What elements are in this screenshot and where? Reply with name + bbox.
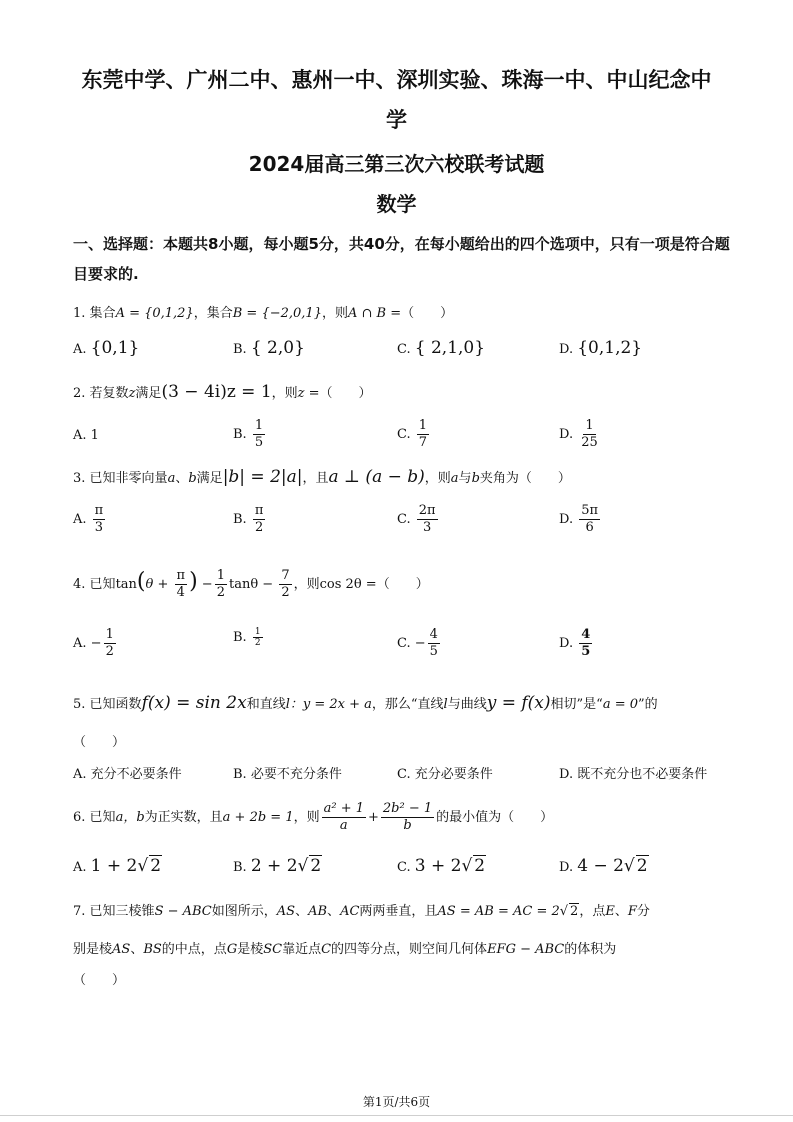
q3-option-a: [73, 503, 107, 536]
question-number: 2.: [73, 386, 86, 401]
q1-expression: A ∩ B =: [348, 306, 402, 321]
q4-minus: −: [258, 577, 278, 592]
option-label: B.: [233, 860, 247, 875]
option-value: 充分必要条件: [414, 767, 493, 782]
q3-text: 与: [458, 471, 472, 486]
fraction-denominator: 4: [176, 585, 185, 600]
q7-text: 已知三棱锥: [89, 904, 155, 919]
q3-option-b: [233, 503, 267, 536]
q3-text: 夹角为（ ）: [479, 471, 571, 486]
q1-option-a: [73, 338, 139, 358]
q7-point: E: [605, 904, 615, 919]
q7-text: 的中点，点: [161, 942, 227, 957]
q2-option-d: [559, 418, 602, 451]
q5-option-b: [233, 763, 342, 782]
sqrt-radicand: 2: [310, 856, 322, 876]
q7-text: ，点: [579, 904, 606, 919]
q6-vars: a，b: [115, 810, 145, 825]
fraction-numerator: 1: [418, 418, 428, 433]
fraction-denominator: 6: [585, 520, 594, 535]
q7-answer-blank: （ ）: [73, 973, 126, 988]
fraction-denominator: 2: [105, 644, 114, 659]
q6-condition: a + 2b = 1: [222, 810, 294, 825]
q7-edge: AB: [308, 904, 328, 919]
fraction-numerator: 5π: [581, 503, 599, 518]
fraction-denominator: b: [403, 818, 412, 833]
q3-text: 满足: [196, 471, 223, 486]
sqrt-radicand: 2: [150, 856, 162, 876]
q7-edge: AS: [112, 942, 131, 957]
q3-vector-a: a: [450, 471, 459, 486]
q2-option-c: [397, 418, 431, 451]
option-value: {0,1}: [90, 338, 140, 358]
fraction-denominator: 2: [254, 638, 261, 648]
q6-option-c: [397, 855, 486, 876]
q3-vector-b: b: [471, 471, 480, 486]
option-value: 充分不必要条件: [90, 767, 182, 782]
option-value: 4 − 2: [577, 856, 624, 876]
q3-vector-b: b: [188, 471, 197, 486]
option-label: A.: [73, 767, 87, 782]
question-7: [73, 900, 650, 919]
q4-expression: cos 2θ =: [319, 577, 377, 592]
option-label: D.: [559, 860, 574, 875]
q7-text: 的体积为: [564, 942, 617, 957]
question-6: [73, 801, 553, 834]
fraction-numerator: π: [254, 503, 264, 518]
fraction-denominator: 3: [94, 520, 104, 535]
q2-equation: (3 − 4i)z = 1: [161, 382, 272, 402]
option-label: D.: [559, 512, 574, 527]
fraction-numerator: 1: [254, 627, 261, 637]
q7-text: 、: [130, 942, 144, 957]
q7-text: 两两垂直，且: [359, 904, 438, 919]
q3-condition: a ⊥ (a − b): [328, 467, 425, 487]
header-schools-line2: 学: [386, 108, 407, 132]
q5-text: ”的: [638, 697, 658, 712]
q5-option-d: [559, 763, 707, 782]
fraction-denominator: 2: [281, 585, 290, 600]
q3-option-c: [397, 503, 440, 536]
q7-text: 、: [295, 904, 309, 919]
q4-theta: θ: [145, 577, 154, 592]
q7-solid: EFG − ABC: [487, 942, 565, 957]
q2-text: ，则: [271, 386, 298, 401]
q6-text: 已知: [89, 810, 116, 825]
q7-text: 、: [614, 904, 628, 919]
option-label: B.: [233, 342, 247, 357]
q4-option-a: [73, 627, 118, 660]
fraction-denominator: 3: [423, 520, 432, 535]
question-7-line2: [73, 938, 616, 957]
q4-option-d: [559, 627, 594, 660]
option-label: D.: [559, 342, 574, 357]
fraction-numerator: π: [94, 503, 104, 518]
option-value: 2 + 2: [250, 856, 298, 876]
option-label: C.: [397, 767, 411, 782]
option-label: B.: [233, 427, 247, 442]
q1-text: ，则: [321, 306, 348, 321]
option-label: C.: [397, 427, 411, 442]
sqrt-sign: √: [137, 856, 149, 876]
sqrt-sign: √: [623, 856, 635, 876]
sqrt-sign: √: [297, 856, 309, 876]
option-label: B.: [233, 767, 247, 782]
fraction-numerator: 1: [585, 418, 594, 433]
header-schools-line1: 东莞中学、广州二中、惠州一中、深圳实验、珠海一中、中山纪念中: [81, 68, 712, 92]
negative-sign: −: [414, 636, 426, 651]
q4-tan: tan: [115, 577, 137, 592]
q7-text: 靠近点: [282, 942, 322, 957]
option-value: 1: [90, 428, 99, 443]
q5-text: 和直线: [246, 697, 286, 712]
q3-text: 、: [175, 471, 189, 486]
fraction-denominator: 5: [429, 644, 438, 659]
q4-text: ，则: [293, 577, 320, 592]
option-label: A.: [73, 860, 87, 875]
q1-text: 集合: [89, 306, 116, 321]
q6-text: ，则: [293, 810, 320, 825]
section-intro: 一、选择题：本题共8小题，每小题5分，共40分，在每小题给出的四个选项中，只有一项是符合题目要求的.: [73, 235, 730, 283]
sqrt-radicand: 2: [636, 856, 648, 876]
q1-set-b: B = {−2,0,1}: [232, 306, 322, 321]
option-label: B.: [233, 630, 247, 645]
q2-option-b: [233, 418, 267, 451]
q5-option-c: [397, 763, 493, 782]
q7-text: 是棱: [237, 942, 264, 957]
option-label: D.: [559, 636, 574, 651]
q7-edge: BS: [143, 942, 162, 957]
fraction-numerator: 2π: [418, 503, 436, 518]
question-number: 4.: [73, 577, 86, 592]
q2-option-a: [73, 428, 99, 443]
q6-option-a: [73, 855, 162, 876]
option-value: 1 + 2: [90, 856, 138, 876]
q7-edge: AS: [276, 904, 296, 919]
option-value: 既不充分也不必要条件: [577, 767, 708, 782]
question-1: [73, 302, 453, 321]
q1-set-a: A = {0,1,2}: [115, 306, 194, 321]
fraction-numerator: 2b² − 1: [382, 801, 433, 816]
q7-equation: AS = AB = AC = 2: [437, 904, 560, 919]
q4-minus: −: [201, 577, 213, 592]
option-label: A.: [73, 512, 87, 527]
question-number: 6.: [73, 810, 86, 825]
option-label: A.: [73, 428, 87, 443]
q4-option-b: [233, 627, 265, 648]
negative-sign: −: [90, 636, 102, 651]
option-value: {0,1,2}: [577, 338, 643, 358]
q6-plus: +: [368, 810, 379, 825]
q3-text: 已知非零向量: [89, 471, 168, 486]
q5-text: 与曲线: [447, 697, 487, 712]
fraction-denominator: 5: [581, 644, 591, 659]
question-3: [73, 467, 571, 487]
fraction-denominator: 25: [581, 435, 598, 450]
q2-answer-blank: （ ）: [319, 386, 372, 401]
question-number: 1.: [73, 306, 86, 321]
q7-text: 如图所示，: [211, 904, 277, 919]
q4-right-paren: ): [189, 569, 198, 594]
sqrt-radicand: 2: [570, 904, 579, 919]
q5-function: f(x) = sin 2x: [141, 693, 247, 713]
option-label: D.: [559, 767, 574, 782]
fraction-denominator: 5: [254, 435, 264, 450]
question-number: 5.: [73, 697, 86, 712]
option-label: D.: [559, 427, 574, 442]
option-value: { 2,1,0}: [414, 338, 486, 358]
q5-curve: y = f(x): [486, 693, 551, 713]
q1-option-b: [233, 338, 305, 358]
q6-option-d: [559, 855, 649, 876]
q7-solid: S − ABC: [154, 904, 212, 919]
option-value: { 2,0}: [250, 338, 305, 358]
option-label: A.: [73, 342, 87, 357]
q5-text: 相切”是“: [550, 697, 603, 712]
fraction-numerator: 1: [254, 418, 264, 433]
question-2: [73, 382, 372, 402]
option-label: C.: [397, 342, 411, 357]
sqrt-sign: √: [559, 904, 569, 919]
sqrt-sign: √: [461, 856, 473, 876]
sqrt-radicand: 2: [474, 856, 486, 876]
q7-point: F: [627, 904, 637, 919]
fraction-denominator: 2: [254, 520, 264, 535]
q2-text: 若复数: [89, 386, 129, 401]
q7-point: C: [321, 942, 332, 957]
q4-answer-blank: （ ）: [376, 577, 429, 592]
q4-text: 已知: [89, 577, 116, 592]
exam-title: 2024届高三第三次六校联考试题: [248, 152, 545, 176]
q7-edge: AC: [340, 904, 360, 919]
q5-text: 已知函数: [89, 697, 142, 712]
footer-divider: [0, 1115, 793, 1116]
question-5: [73, 693, 658, 713]
q7-text: 别是棱: [73, 942, 113, 957]
q7-text: 分: [636, 904, 650, 919]
q6-text: 的最小值为（ ）: [436, 810, 554, 825]
q5-condition: a = 0: [602, 697, 639, 712]
q5-line: l：y = 2x + a: [285, 697, 372, 712]
option-label: C.: [397, 512, 411, 527]
option-label: B.: [233, 512, 247, 527]
option-label: C.: [397, 860, 411, 875]
q5-line-var: l: [443, 697, 448, 712]
q4-option-c: [397, 627, 442, 660]
option-label: A.: [73, 636, 87, 651]
q7-text: 、: [327, 904, 341, 919]
subject-title: 数学: [376, 192, 417, 216]
fraction-denominator: 7: [418, 435, 428, 450]
page-footer: 第1页/共6页: [362, 1095, 431, 1109]
question-number: 3.: [73, 471, 86, 486]
question-number: 7.: [73, 904, 86, 919]
fraction-numerator: 4: [429, 627, 438, 642]
q1-answer-blank: （ ）: [401, 306, 454, 321]
option-value: 必要不充分条件: [250, 767, 342, 782]
q7-text: 的四等分点，则空间几何体: [331, 942, 488, 957]
fraction-numerator: π: [176, 568, 186, 583]
q1-option-d: [559, 338, 642, 358]
q3-text: ，且: [302, 471, 329, 486]
option-value: 3 + 2: [414, 856, 462, 876]
q5-answer-blank: （ ）: [73, 735, 126, 750]
fraction-numerator: 1: [105, 627, 114, 642]
q3-vector-a: a: [167, 471, 176, 486]
q4-left-paren: (: [136, 569, 146, 594]
q2-expression: z =: [297, 386, 320, 401]
q3-text: ，则: [424, 471, 451, 486]
q3-condition: |b| = 2|a|: [222, 467, 303, 487]
fraction-numerator: 7: [281, 568, 290, 583]
fraction-denominator: a: [339, 818, 348, 833]
q6-option-b: [233, 855, 322, 876]
q5-text: ，那么“直线: [371, 697, 444, 712]
fraction-denominator: 2: [216, 585, 225, 600]
q1-text: ，集合: [193, 306, 233, 321]
q2-text: 满足: [135, 386, 162, 401]
q7-point: G: [226, 942, 238, 957]
q7-edge: SC: [263, 942, 283, 957]
q4-plus: +: [153, 577, 173, 592]
question-4: [73, 568, 429, 601]
fraction-numerator: 1: [216, 568, 225, 583]
fraction-numerator: 4: [581, 627, 591, 642]
q6-text: 为正实数，且: [144, 810, 223, 825]
q2-var: z: [128, 386, 136, 401]
q4-tan-theta: tanθ: [228, 577, 259, 592]
q3-option-d: [559, 503, 602, 536]
fraction-numerator: a² + 1: [323, 801, 364, 816]
option-label: C.: [397, 636, 411, 651]
q5-option-a: [73, 763, 182, 782]
q1-option-c: [397, 338, 485, 358]
